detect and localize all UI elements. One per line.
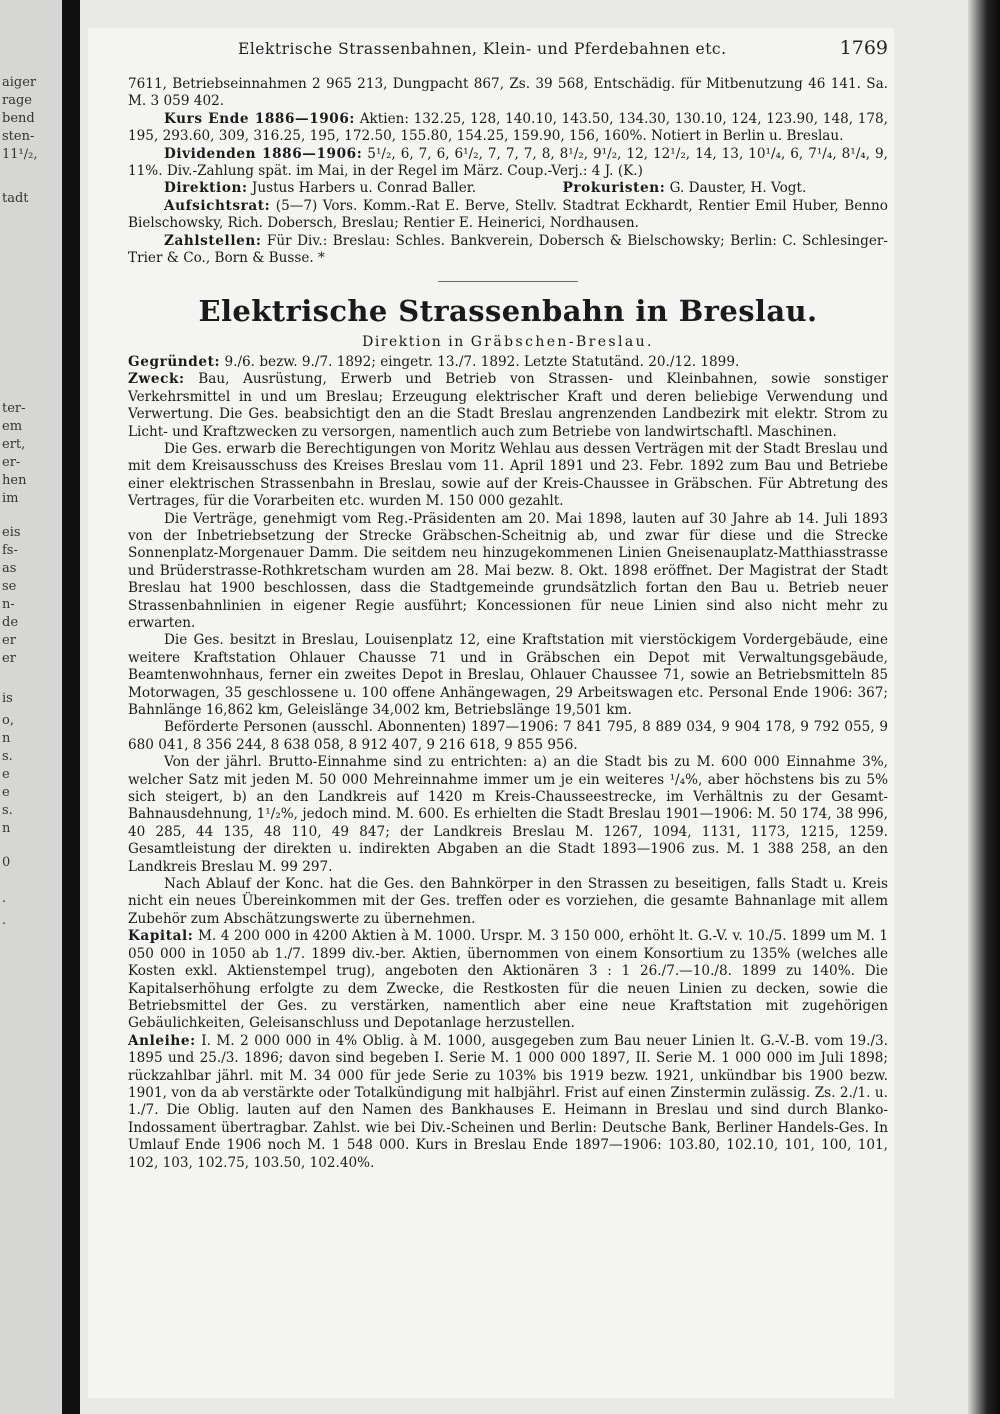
page-content: [128, 76, 888, 1172]
margin-fragment: ter-: [2, 401, 26, 416]
margin-fragment: e: [2, 785, 10, 800]
margin-fragment: ert,: [2, 437, 26, 452]
gegruendet-text: 9./6. bezw. 9./7. 1892; eingetr. 13./7. 1892. Letzte Statutänd. 20./12. 1899.: [220, 353, 740, 370]
paragraph-concession-end: Nach Ablauf der Konc. hat die Ges. den Bahnkörper in den Strassen zu beseitigen, falls Stadt u. Kreis nicht ein neues Übereinkommen mit der Ges. treffen oder es vorziehen, die gesamte Bahnanlage mit allem Zubehör zum Abschätzungswerte zu übernehmen.: [128, 876, 888, 927]
kapital-paragraph: [128, 928, 888, 1032]
paragraph-rights: Die Ges. erwarb die Berechtigungen von Moritz Wehlau aus dessen Verträgen mit der Stadt Breslau und mit dem Kreisausschuss des Kreises Breslau vom 11. April 1891 und 23. Febr. 1892 zum Bau und Betriebe einer elektrischen Strassenbahn in Breslau, sowie auf der Kreis-Chaussee in Gräbschen. Für Abtretung des Vertrages, für die Vorarbeiten etc. wurden M. 150 000 gezahlt.: [128, 440, 888, 510]
margin-fragment: de: [2, 615, 19, 630]
margin-fragment: im: [2, 491, 19, 506]
gegruendet-label: Gegründet:: [128, 353, 221, 370]
margin-fragment: n: [2, 821, 11, 836]
margin-fragment: hen: [2, 473, 27, 488]
previous-entry-kurs: [128, 111, 888, 146]
kurs-text: Aktien: 132.25, 128, 140.10, 143.50, 134.30, 130.10, 124, 123.90, 148, 178, 195, 293.60, 309, 316.25, 195, 172.50, 155.80, 154.25, 159.90, 156, 160%. Notiert in Berlin u. Breslau.: [128, 110, 888, 145]
kapital-text: M. 4 200 000 in 4200 Aktien à M. 1000. Urspr. M. 3 150 000, erhöht lt. G.-V. v. 10./5. 1899 um M. 1 050 000 in 1050 ab 1./7. 1899 div.-ber. Aktien, übernommen von einem Konsortium zu 135% (welches alle Kosten exkl. Aktienstempel trug), angeboten den Aktionären 3 : 1 26./7.—10./8. 1899 zu 140%. Die Kapitalserhöhung erfolgte zu dem Zwecke, die Restkosten für die neuen Linien zu decken, sowie die Betriebsmittel der Ges. zu verstärken, namentlich aber eine neue Kraftstation mit zugehörigen Gebäulichkeiten, Geleisanschluss und Depotanlage herzustellen.: [128, 928, 888, 1032]
margin-fragment: n-: [2, 597, 15, 612]
margin-fragment: s.: [2, 749, 13, 764]
margin-fragment: 0: [2, 855, 11, 870]
book-spine: [62, 0, 80, 1414]
margin-fragment: e: [2, 767, 10, 782]
margin-fragment: n: [2, 731, 11, 746]
zahlstellen-text: Für Div.: Breslau: Schles. Bankverein, Dobersch & Bielschowsky; Berlin: C. Schlesinger-Trier & Co., Born & Busse. *: [128, 232, 888, 267]
margin-fragment: bend: [2, 111, 35, 126]
paragraph-property: Die Ges. besitzt in Breslau, Louisenplatz 12, eine Kraftstation mit vierstöckigem Vordergebäude, eine weitere Kraftstation Ohlauer Chausse 71 und in Gräbschen ein Depot mit Verwaltungsgebäude, Beamtenwohnhaus, ferner ein zweites Depot in Breslau, Ohlauer Chaussee 71, sowie an Betriebsmitteln 85 Motorwagen, 35 geschlossene u. 100 offene Anhängewagen, 29 Arbeitswagen etc. Personal Ende 1906: 367; Bahnlänge 16,862 km, Geleislänge 34,002 km, Betriebslänge 19,501 km.: [128, 632, 888, 718]
margin-fragment: er-: [2, 455, 21, 470]
anleihe-text: I. M. 2 000 000 in 4% Oblig. à M. 1000, ausgegeben zum Bau neuer Linien lt. G.-V.-B. vom 19./3. 1895 und 25./3. 1896; davon sind begeben I. Serie M. 1 000 000 1897, II. Serie M. 1 000 000 im Juli 1898; rückzahlbar jährl. mit M. 34 000 für jede Serie zu 103% bis 1919 bezw. 1921, unkündbar bis 1900 bezw. 1901, von da ab verstärkte oder Totalkündigung mit halbjährl. Frist auf einen Zinstermin zulässig. Zs. 2./1. u. 1./7. Die Oblig. lauten auf den Namen des Bankhauses E. Heimann in Breslau und sind durch Blanko-Indossament übertragbar. Zahlst. wie bei Div.-Scheinen und Berlin: Deutsche Bank, Berliner Handels-Ges. In Umlauf Ende 1906 noch M. 1 548 000. Kurs in Breslau Ende 1897—1906: 103.80, 102.10, 101, 100, 101, 102, 103, 102.75, 103.50, 102.40%.: [128, 1032, 888, 1171]
left-page-edge: [0, 0, 62, 1414]
paragraph-passengers: Beförderte Personen (ausschl. Abonnenten) 1897—1906: 7 841 795, 8 889 034, 9 904 178, 9 792 055, 9 680 041, 8 356 244, 8 638 058, 8 912 407, 9 216 618, 9 855 956.: [128, 719, 888, 753]
direktion-text: Justus Harbers u. Conrad Baller.: [247, 180, 477, 197]
paragraph-levies: Von der jährl. Brutto-Einnahme sind zu entrichten: a) an die Stadt bis zu M. 600 000 Einnahme 3%, welcher Satz mit jeden M. 50 000 Mehreinnahme immer um je ein weiteres ¹/₄%, aber höchstens bis zu 5% sich steigert, b) an den Landkreis auf 1420 m Kreis-Chausseestrecke, im Verhältnis zu der Gesamt-Bahnausdehnung, 1¹/₂%, jedoch mind. M. 600. Es erhielten die Stadt Breslau 1901—1906: M. 50 174, 38 996, 40 285, 44 135, 48 110, 49 847; der Landkreis Breslau M. 1267, 1094, 1131, 1173, 1215, 1259. Gesamtleistung der direkten u. indirekten Abgaben an die Stadt 1893—1906 zus. M. 1 388 258, an den Landkreis Breslau M. 99 297.: [128, 754, 888, 875]
direktion-label: Direktion:: [164, 180, 248, 197]
margin-fragment: s.: [2, 803, 13, 818]
anleihe-paragraph: [128, 1033, 888, 1172]
margin-fragment: eis: [2, 525, 21, 540]
paragraph-contracts: Die Verträge, genehmigt vom Reg.-Präsidenten am 20. Mai 1898, lauten auf 30 Jahre ab 14. Juli 1893 von der Inbetriebsetzung der Strecke Gräbschen-Scheitnig ab, und zwar für diese und die Strecke Sonnenplatz-Morgenauer Damm. Die seitdem neu hinzugekommenen Linien Gneisenauplatz-Matthiasstrasse und Brüderstrasse-Rothkretscham wurden am 28. Mai bezw. 8. Okt. 1898 eröffnet. Der Magistrat der Stadt Breslau hat 1900 beschlossen, dass die Stadtgemeinde grundsätzlich fortan den Bau u. Betrieb neuer Strassenbahnlinien in eigener Regie ausführt; Koncessionen für neue Linien sind also nicht mehr zu erwarten.: [128, 510, 888, 631]
margin-fragment: em: [2, 419, 23, 434]
previous-entry-dividenden: [128, 146, 888, 181]
dividenden-text: 5¹/₂, 6, 7, 6, 6¹/₂, 7, 7, 7, 8, 8¹/₂, 9¹/₂, 12, 12¹/₂, 14, 13, 10¹/₄, 6, 7¹/₄, 8¹/₄, 9, 11%. Div.-Zahlung spät. im Mai, in der Regel im März. Coup.-Verj.: 4 J. (K.): [128, 145, 888, 180]
previous-entry-zahlstellen: [128, 233, 888, 268]
subtitle-prefix: Direktion in: [362, 334, 471, 351]
aufsichtsrat-label: Aufsichtsrat:: [164, 197, 271, 214]
entry-subtitle: [128, 334, 888, 351]
prokuristen-label: Prokuristen:: [562, 180, 666, 197]
gegruendet-line: [128, 354, 888, 371]
zweck-text: Bau, Ausrüstung, Erwerb und Betrieb von Strassen- und Kleinbahnen, sowie sonstiger Verkehrsmittel in und um Breslau; Erzeugung elektrischer Kraft und deren beliebige Verwendung und Verwertung. Die Ges. beabsichtigt den an die Stadt Breslau angrenzenden Landbezirk mit elektr. Strom zu Licht- und Kraftzwecken zu versorgen, namentlich auch zum Betriebe von landwirtschaftl. Maschinen.: [128, 371, 888, 440]
kurs-label: Kurs Ende 1886—1906:: [164, 110, 356, 127]
dividenden-label: Dividenden 1886—1906:: [164, 145, 363, 162]
margin-fragment: as: [2, 561, 17, 576]
margin-fragment: aiger: [2, 75, 37, 90]
margin-fragment: fs-: [2, 543, 18, 558]
margin-fragment: .: [2, 891, 7, 906]
kapital-label: Kapital:: [128, 928, 194, 945]
margin-fragment: .: [2, 913, 7, 928]
margin-fragment: se: [2, 579, 17, 594]
right-page-edge: [968, 0, 1000, 1414]
zahlstellen-label: Zahlstellen:: [164, 232, 262, 249]
book-page: [88, 28, 894, 1398]
margin-fragment: sten-: [2, 129, 35, 144]
margin-fragment: o,: [2, 713, 14, 728]
zweck-label: Zweck:: [128, 371, 185, 388]
margin-fragment: rage: [2, 93, 32, 108]
page-number: 1769: [839, 37, 888, 59]
previous-entry-aufsichtsrat: [128, 198, 888, 233]
anleihe-label: Anleihe:: [128, 1032, 196, 1049]
margin-fragment: tadt: [2, 191, 29, 206]
aufsichtsrat-text: (5—7) Vors. Komm.-Rat E. Berve, Stellv. Stadtrat Eckhardt, Rentier Emil Huber, Benno Bielschowsky, Rich. Dobersch, Breslau; Rentier E. Heinerici, Nordhausen.: [128, 197, 888, 232]
margin-fragment: er: [2, 633, 16, 648]
running-header: Elektrische Strassenbahnen, Klein- und Pferdebahnen etc.: [238, 40, 727, 58]
margin-fragment: is: [2, 691, 13, 706]
zweck-paragraph: [128, 371, 888, 441]
previous-entry-direktion: [128, 180, 888, 197]
section-divider: [438, 281, 578, 282]
margin-fragment: 11¹/₂,: [2, 147, 38, 162]
prokuristen-text: G. Dauster, H. Vogt.: [665, 180, 807, 197]
previous-entry-income: 7611, Betriebseinnahmen 2 965 213, Dungpacht 867, Zs. 39 568, Entschädig. für Mitbenutzung 46 141. Sa. M. 3 059 402.: [128, 76, 888, 110]
subtitle-place: Gräbschen-Breslau.: [470, 334, 654, 351]
margin-fragment: er: [2, 651, 16, 666]
entry-title: Elektrische Strassenbahn in Breslau.: [198, 294, 818, 329]
